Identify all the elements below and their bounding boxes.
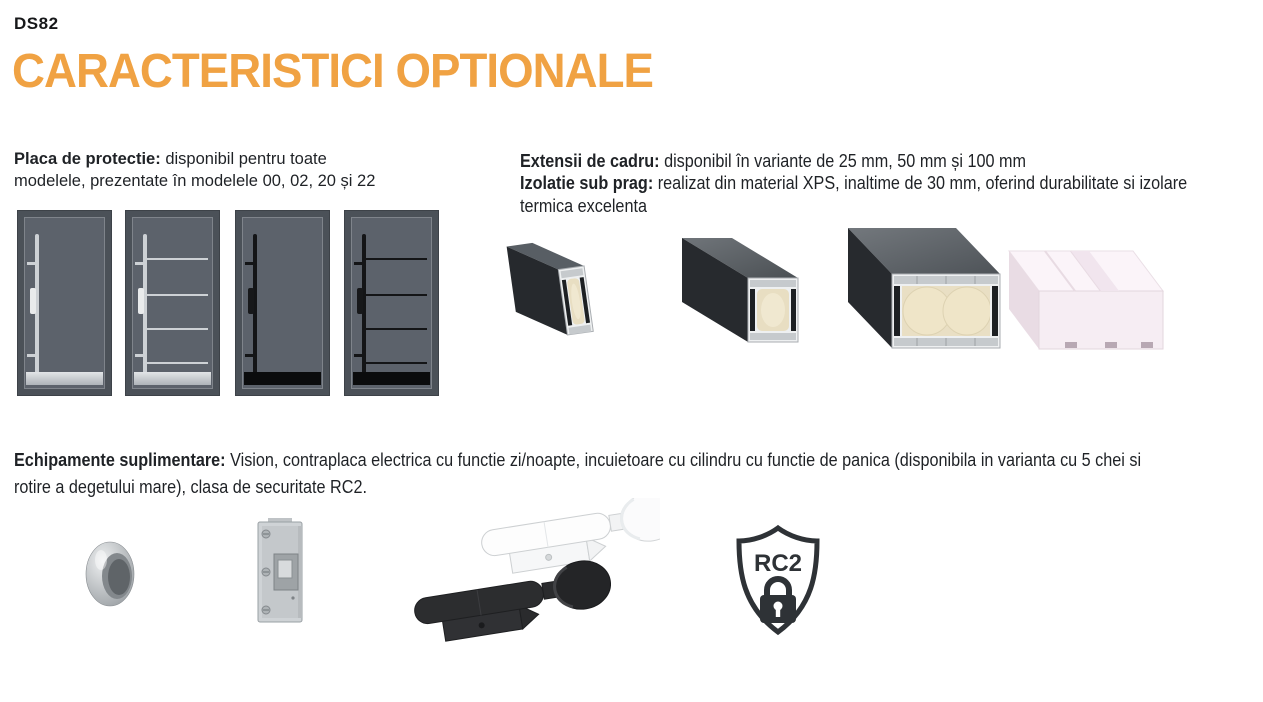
additional-equipment-paragraph xyxy=(14,447,1153,501)
door-deco-line xyxy=(364,258,427,260)
frame-extension-line xyxy=(520,150,1206,172)
handle-bracket xyxy=(245,354,256,357)
door-kickplate xyxy=(134,372,211,385)
handle-bracket xyxy=(354,354,365,357)
door-kickplate xyxy=(26,372,103,385)
protection-plate-text: disponibil pentru toate modelele, prezentate în modelele 00, 02, 20 și 22 xyxy=(14,150,376,190)
threshold-insulation-line xyxy=(520,172,1206,217)
additional-equipment-text: Vision, contraplaca electrica cu functie zi/noapte, incuietoare cu cilindru cu functie de panica (disponibila in varianta cu 5 chei si rotire a degetului mare), clasa de securitate RC2. xyxy=(14,450,1142,497)
frame-extension-100mm-image xyxy=(832,216,1022,366)
door-plate xyxy=(138,288,144,314)
threshold-insulation-text: realizat din material XPS, inaltime de 30 mm, oferind durabilitate si izolare termica excelenta xyxy=(520,173,1188,216)
door-deco-line xyxy=(145,328,208,330)
door-panel xyxy=(132,217,213,389)
threshold-insulation-label: Izolatie sub prag: xyxy=(520,173,654,194)
product-code: DS82 xyxy=(14,14,59,33)
xps-threshold-insulation-image xyxy=(1005,243,1175,363)
protection-plate-paragraph xyxy=(14,149,392,193)
frame-extension-50mm-image xyxy=(660,228,810,368)
page-title: CARACTERISTICI OPTIONALE xyxy=(12,45,653,98)
protection-plate-label: Placa de protectie: xyxy=(14,150,161,168)
handle-bracket xyxy=(27,354,38,357)
door-deco-line xyxy=(364,328,427,330)
handle-bracket xyxy=(245,262,256,265)
frame-extension-paragraph xyxy=(520,150,1206,217)
door-image-model-00 xyxy=(17,210,112,396)
door-plate xyxy=(248,288,254,314)
door-panel xyxy=(24,217,105,389)
door-deco-line xyxy=(364,294,427,296)
electric-strike-image xyxy=(252,518,308,626)
handle-bracket xyxy=(354,262,365,265)
frame-extension-label: Extensii de cadru: xyxy=(520,151,660,171)
door-panel xyxy=(351,217,432,389)
lock-cylinders-image xyxy=(405,498,660,648)
handle-bracket xyxy=(27,262,38,265)
handle-bracket xyxy=(135,354,146,357)
door-deco-line xyxy=(145,294,208,296)
vision-peephole-image xyxy=(82,532,142,616)
rc2-security-badge xyxy=(732,524,824,636)
door-plate xyxy=(357,288,363,314)
door-kickplate xyxy=(353,372,430,385)
door-deco-line xyxy=(145,258,208,260)
door-plate xyxy=(30,288,36,314)
door-image-model-20 xyxy=(235,210,330,396)
door-deco-line xyxy=(145,362,208,364)
frame-extension-25mm-image xyxy=(493,219,621,373)
handle-bracket xyxy=(135,262,146,265)
door-panel xyxy=(242,217,323,389)
frame-extension-text: disponibil în variante de 25 mm, 50 mm și 100 mm xyxy=(664,151,1027,171)
door-deco-line xyxy=(364,362,427,364)
door-image-model-02 xyxy=(125,210,220,396)
rc2-badge-text: RC2 xyxy=(753,550,803,577)
door-image-model-22 xyxy=(344,210,439,396)
door-kickplate xyxy=(244,372,321,385)
additional-equipment-label: Echipamente suplimentare: xyxy=(14,450,226,470)
